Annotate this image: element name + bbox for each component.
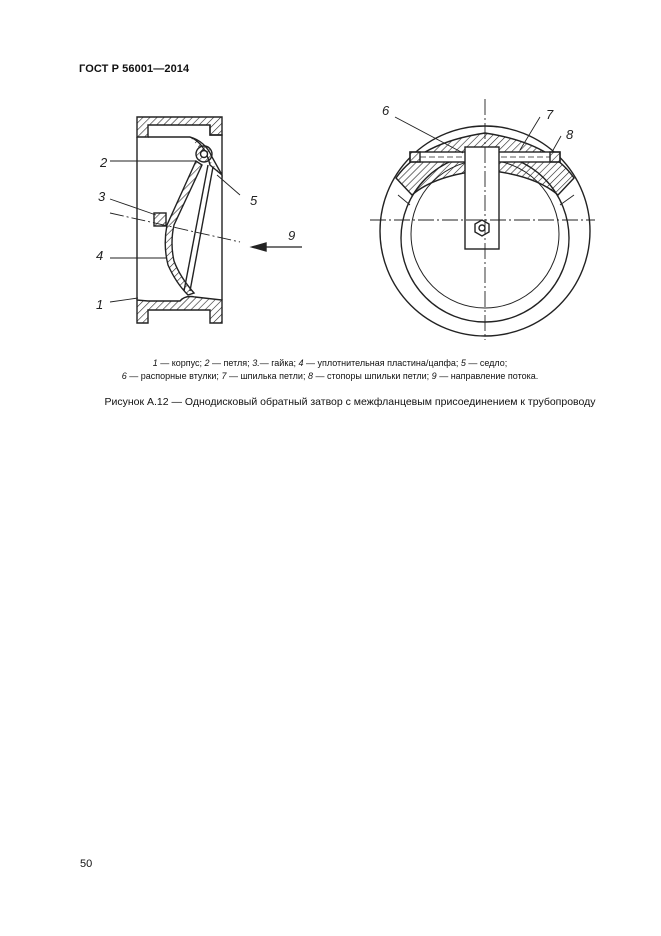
legend-num: 7 xyxy=(221,370,227,381)
page-number: 50 xyxy=(80,858,93,870)
technical-drawing xyxy=(80,95,600,345)
callout-6: 6 xyxy=(382,103,390,118)
legend-num: 5 xyxy=(460,358,466,368)
figure-caption: Рисунок А.12 — Однодисковый обратный затвор с межфланцевым присоединением к трубопроводу xyxy=(104,396,596,408)
callout-4: 4 xyxy=(96,248,104,263)
legend-num: 4 xyxy=(298,358,304,368)
legend-num: 8 xyxy=(307,370,313,381)
legend-line-2 xyxy=(60,370,600,383)
callout-1: 1 xyxy=(96,297,104,312)
legend-text: — уплотнительная пластина/цапфа; xyxy=(303,358,461,368)
legend-num: 6 xyxy=(121,370,127,381)
legend-num: 2 xyxy=(204,358,210,368)
legend-num: 3. xyxy=(252,358,260,368)
legend-num: 9 xyxy=(431,370,437,381)
callout-7: 7 xyxy=(546,107,554,122)
callout-5: 5 xyxy=(250,193,258,208)
legend-text: — седло; xyxy=(465,358,508,368)
callout-2: 2 xyxy=(100,155,108,170)
legend-text: — корпус; xyxy=(157,358,205,368)
valve-drawing-svg xyxy=(80,95,600,345)
legend-text: — направление потока. xyxy=(436,370,539,381)
front-view xyxy=(370,99,595,340)
legend-num: 1 xyxy=(152,358,158,368)
legend-text: — стопоры шпильки петли; xyxy=(312,370,432,381)
callout-9: 9 xyxy=(288,228,296,243)
document-header: ГОСТ Р 56001—2014 xyxy=(79,63,190,75)
figure-legend xyxy=(60,357,600,382)
side-section-view xyxy=(110,117,302,323)
callout-8: 8 xyxy=(566,127,574,142)
legend-text: — гайка; xyxy=(259,358,299,368)
legend-text: — шпилька петли; xyxy=(226,370,308,381)
callout-3: 3 xyxy=(98,189,106,204)
legend-line-1 xyxy=(60,357,600,370)
legend-text: — распорные втулки; xyxy=(126,370,222,381)
legend-text: — петля; xyxy=(209,358,253,368)
